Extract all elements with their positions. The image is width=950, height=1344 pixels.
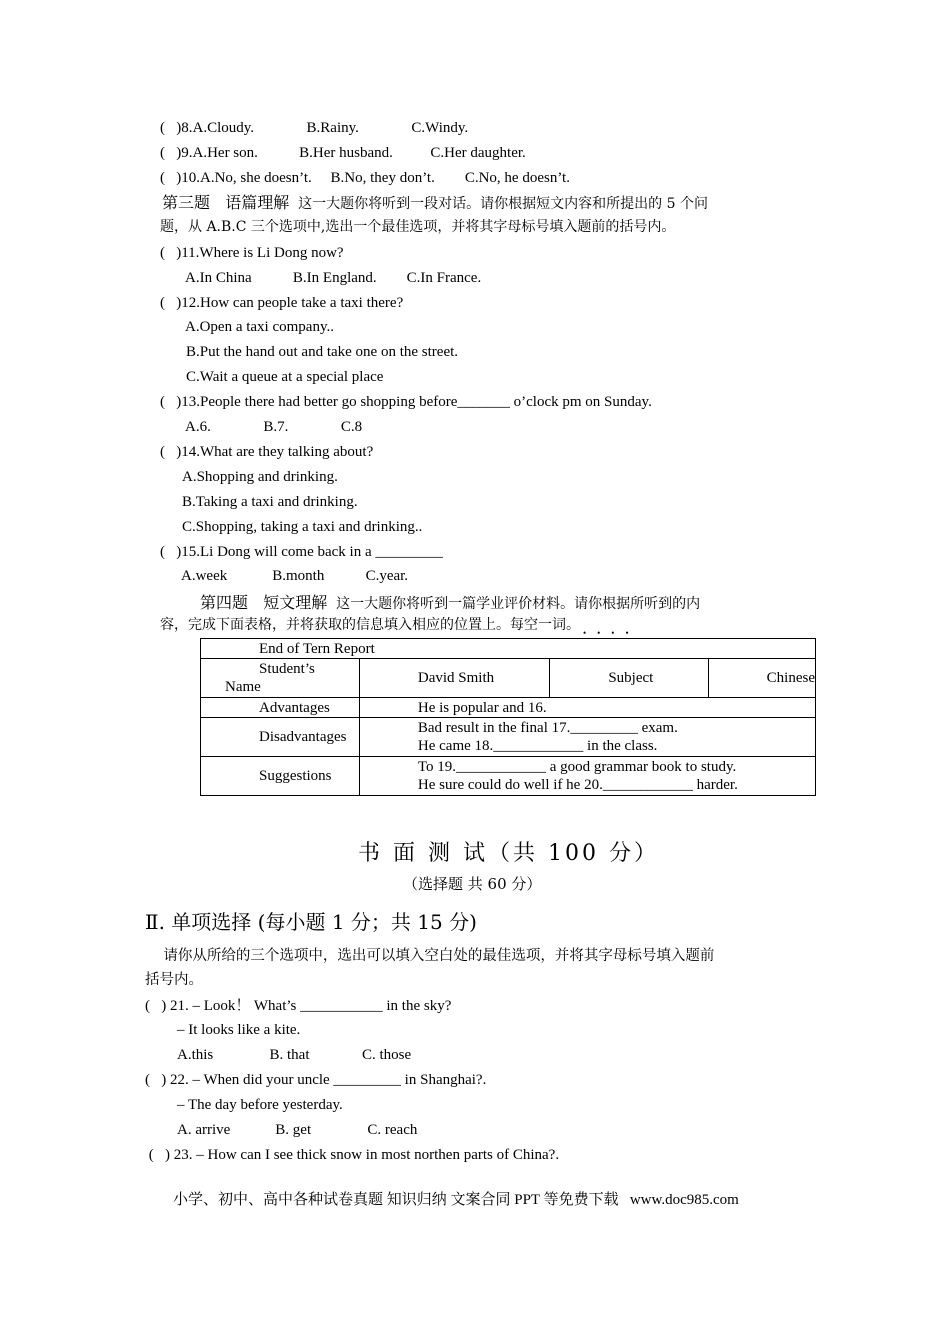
question-12-option-b: B.Put the hand out and take one on the street. bbox=[186, 344, 459, 360]
suggestions-value bbox=[359, 757, 815, 796]
part3-intro-line2: 题，从 A.B.C 三个选项中,选出一个最佳选项，并将其字母标号填入题前的括号内。 bbox=[160, 219, 676, 235]
suggestions-label: Suggestions bbox=[201, 757, 360, 796]
question-9: ( )9.A.Her son. B.Her husband. C.Her daughter. bbox=[160, 145, 526, 161]
question-22-reply: – The day before yesterday. bbox=[177, 1097, 343, 1113]
report-title: End of Tern Report bbox=[201, 639, 816, 659]
section-2-heading: Ⅱ. 单项选择 (每小题 1 分；共 15 分) bbox=[145, 910, 477, 934]
part3-title: 第三题 语篇理解 bbox=[162, 193, 290, 212]
part4-title: 第四题 短文理解 bbox=[200, 593, 328, 612]
student-name-label-line2: Name bbox=[225, 679, 261, 695]
disadvantages-line1: Bad result in the final 17._________ exam. bbox=[417, 720, 678, 736]
part3-intro-text: 这一大题你将听到一段对话。请你根据短文内容和所提出的 5 个问 bbox=[289, 196, 708, 212]
question-14-option-b: B.Taking a taxi and drinking. bbox=[182, 494, 358, 510]
written-test-title: 书 面 测 试（共 100 分） bbox=[358, 841, 659, 866]
section-2-intro-line2: 括号内。 bbox=[145, 972, 203, 988]
part4-intro-line2: 容，完成下面表格，并将获取的信息填入相应的位置上。每空一词。 bbox=[160, 617, 580, 633]
emphasis-dots: •••• bbox=[583, 628, 640, 638]
part3-intro-line1 bbox=[162, 194, 708, 213]
subject-label: Subject bbox=[550, 659, 708, 698]
question-11: ( )11.Where is Li Dong now? bbox=[160, 245, 344, 261]
question-11-options: A.In China B.In England. C.In France. bbox=[185, 270, 482, 286]
question-21-reply: – It looks like a kite. bbox=[177, 1022, 301, 1038]
disadvantages-value bbox=[359, 718, 815, 757]
question-21-options: A.this B. that C. those bbox=[177, 1047, 412, 1063]
suggestions-line1: To 19.____________ a good grammar book to study. bbox=[417, 759, 737, 775]
question-10: ( )10.A.No, she doesn’t. B.No, they don’t. C.No, he doesn’t. bbox=[160, 170, 570, 186]
question-15-options: A.week B.month C.year. bbox=[181, 568, 409, 584]
subject-value: Chinese bbox=[708, 659, 815, 698]
part4-intro-text: 这一大题你将听到一篇学业评价材料。请你根据所听到的内 bbox=[327, 596, 701, 612]
advantages-label: Advantages bbox=[201, 698, 360, 718]
question-21: ( ) 21. – Look！ What’s ___________ in the sky? bbox=[145, 998, 452, 1014]
question-13-options: A.6. B.7. C.8 bbox=[185, 419, 363, 435]
advantages-value: He is popular and 16. bbox=[359, 698, 815, 718]
question-23: ( ) 23. – How can I see thick snow in most northen parts of China?. bbox=[145, 1147, 560, 1163]
student-name-label bbox=[201, 659, 360, 698]
question-14-option-c: C.Shopping, taking a taxi and drinking.. bbox=[182, 519, 423, 535]
question-12: ( )12.How can people take a taxi there? bbox=[160, 295, 404, 311]
question-12-option-a: A.Open a taxi company.. bbox=[185, 319, 334, 335]
question-13: ( )13.People there had better go shopping before_______ o’clock pm on Sunday. bbox=[160, 394, 652, 410]
report-table bbox=[200, 638, 816, 796]
question-15: ( )15.Li Dong will come back in a _________ bbox=[160, 544, 443, 560]
written-test-subtitle: （选择题 共 60 分） bbox=[403, 875, 542, 893]
part4-intro-line1 bbox=[200, 594, 700, 613]
disadvantages-label: Disadvantages bbox=[201, 718, 360, 757]
question-14-option-a: A.Shopping and drinking. bbox=[182, 469, 338, 485]
question-8: ( )8.A.Cloudy. B.Rainy. C.Windy. bbox=[160, 120, 469, 136]
question-12-option-c: C.Wait a queue at a special place bbox=[186, 369, 384, 385]
suggestions-line2: He sure could do well if he 20.____________ harder. bbox=[417, 777, 738, 793]
question-22-options: A. arrive B. get C. reach bbox=[177, 1122, 418, 1138]
question-22: ( ) 22. – When did your uncle _________ in Shanghai?. bbox=[145, 1072, 487, 1088]
question-14: ( )14.What are they talking about? bbox=[160, 444, 374, 460]
disadvantages-line2: He came 18.____________ in the class. bbox=[417, 738, 658, 754]
section-2-intro-line1: 请你从所给的三个选项中，选出可以填入空白处的最佳选项，并将其字母标号填入题前 bbox=[145, 948, 715, 964]
student-name-label-line1: Student’s bbox=[259, 661, 315, 677]
student-name-value: David Smith bbox=[359, 659, 549, 698]
footer-text: 小学、初中、高中各种试卷真题 知识归纳 文案合同 PPT 等免费下载 www.doc985.com bbox=[173, 1192, 739, 1208]
